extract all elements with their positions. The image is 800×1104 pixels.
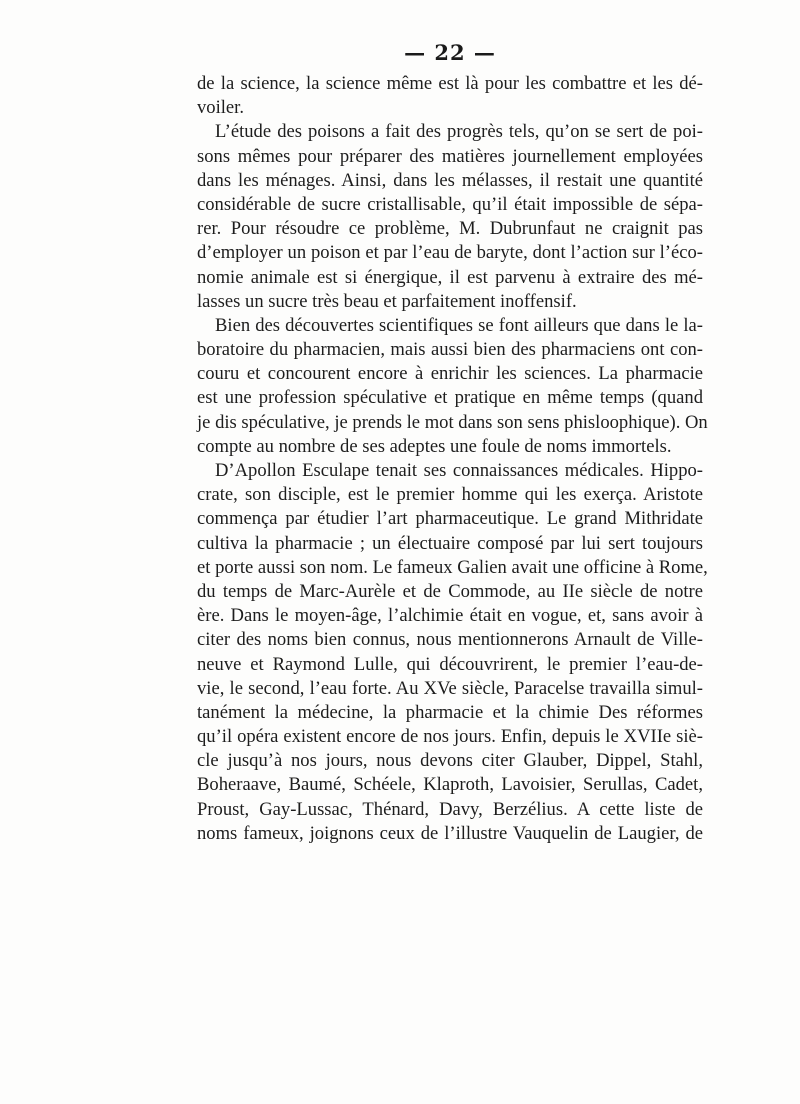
- text-line: sons mêmes pour préparer des matières journellement employées: [197, 145, 703, 167]
- text-line: Proust, Gay-Lussac, Thénard, Davy, Berzélius. A cette liste de: [197, 798, 703, 820]
- text-line: crate, son disciple, est le premier homme qui les exerça. Aristote: [197, 484, 703, 506]
- paragraph-3: [197, 314, 708, 459]
- text-line: cultiva la pharmacie ; un électuaire composé par lui sert toujours: [197, 532, 703, 554]
- text-line: commença par étudier l’art pharmaceutique. Le grand Mithridate: [197, 508, 703, 530]
- text-line: rer. Pour résoudre ce problème, M. Dubrunfaut ne craignit pas: [197, 218, 703, 240]
- text-line: boratoire du pharmacien, mais aussi bien des pharmaciens ont con-: [197, 339, 703, 361]
- paragraph-2: [197, 120, 703, 314]
- text-line: et porte aussi son nom. Le fameux Galien avait une officine à Rome,: [197, 556, 708, 578]
- text-line: cle jusqu’à nos jours, nous devons citer Glauber, Dippel, Stahl,: [197, 750, 703, 772]
- text-line: ère. Dans le moyen-âge, l’alchimie était en vogue, et, sans avoir à: [197, 605, 703, 627]
- text-line: du temps de Marc-Aurèle et de Commode, au IIe siècle de notre: [197, 580, 703, 602]
- text-line: qu’il opéra existent encore de nos jours. Enfin, depuis le XVIIe siè-: [197, 726, 703, 748]
- page-number: — 22 —: [404, 40, 496, 65]
- paragraph-4: [197, 459, 708, 846]
- text-line: considérable de sucre cristallisable, qu’il était impossible de sépa-: [197, 193, 703, 215]
- text-line: D’Apollon Esculape tenait ses connaissances médicales. Hippo-: [215, 460, 703, 481]
- text-line: Boheraave, Baumé, Schéele, Klaproth, Lavoisier, Serullas, Cadet,: [197, 774, 703, 796]
- text-line: vie, le second, l’eau forte. Au XVe siècle, Paracelse travailla simul-: [197, 677, 703, 699]
- text-line: citer des noms bien connus, nous mentionnerons Arnault de Ville-: [197, 629, 703, 651]
- text-line: Bien des découvertes scientifiques se font ailleurs que dans le la-: [215, 314, 703, 336]
- text-line: d’employer un poison et par l’eau de baryte, dont l’action sur l’éco-: [197, 242, 703, 264]
- text-line: dans les ménages. Ainsi, dans les mélasses, il restait une quantité: [197, 169, 703, 191]
- text-line: noms fameux, joignons ceux de l’illustre Vauquelin de Laugier, de: [197, 822, 703, 844]
- text-line: couru et concourent encore à enrichir les sciences. La pharmacie: [197, 363, 703, 385]
- text-line: lasses un sucre très beau et parfaitement inoffensif.: [197, 290, 577, 312]
- body-text: [197, 72, 708, 846]
- text-line: voiler.: [197, 97, 244, 119]
- text-line: compte au nombre de ses adeptes une foule de noms immortels.: [197, 435, 672, 457]
- text-line: L’étude des poisons a fait des progrès tels, qu’on se sert de poi-: [215, 121, 703, 143]
- paragraph-1: [197, 72, 703, 120]
- text-line: nomie animale est si énergique, il est parvenu à extraire des mé-: [197, 266, 703, 288]
- text-line: de la science, la science même est là pour les combattre et les dé-: [197, 73, 703, 94]
- text-line: je dis spéculative, je prends le mot dans son sens phisloophique). On: [197, 411, 708, 433]
- text-line: est une profession spéculative et pratique en même temps (quand: [197, 387, 703, 409]
- text-line: tanément la médecine, la pharmacie et la chimie Des réformes: [197, 701, 703, 723]
- text-line: neuve et Raymond Lulle, qui découvrirent, le premier l’eau-de-: [197, 653, 703, 675]
